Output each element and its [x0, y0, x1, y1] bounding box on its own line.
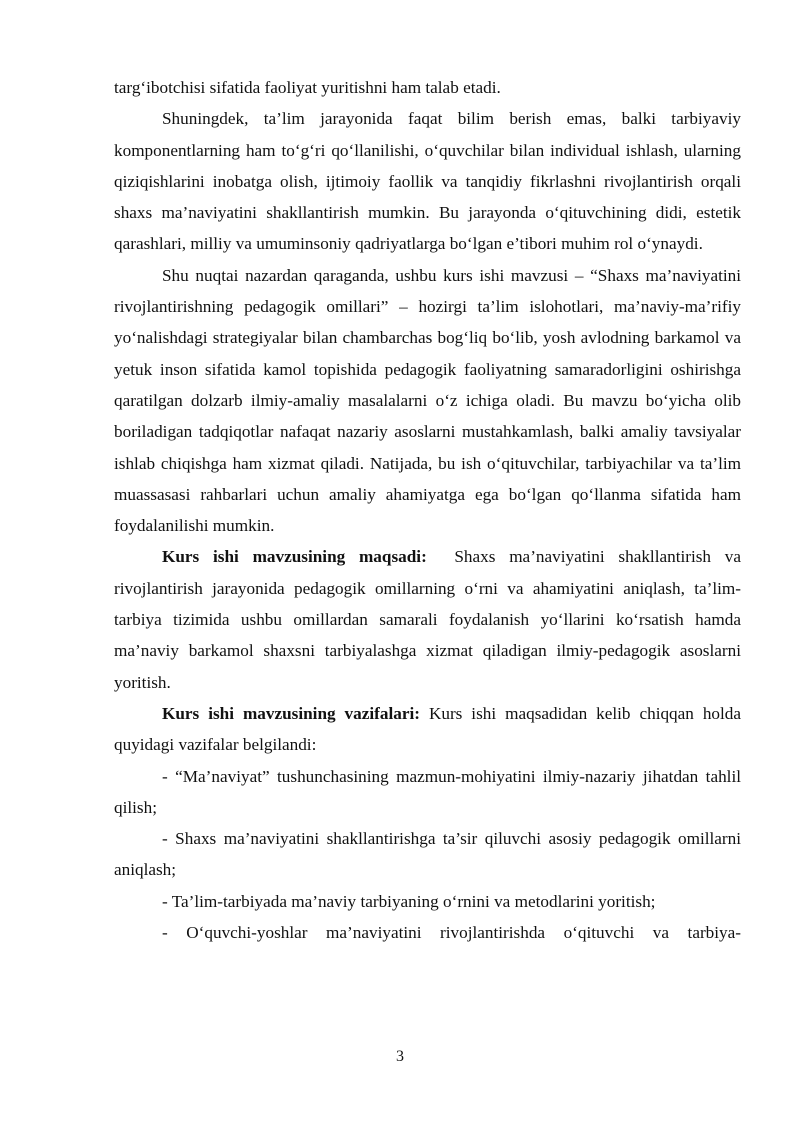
paragraph-relevance: Shu nuqtai nazardan qaraganda, ushbu kurs ishi mavzusi – “Shaxs ma’naviyatini rivojlantirishning pedagogik omillari” – hozirgi ta’lim islohotlari, ma’naviy-ma’rifiy yo‘nalishdagi strategiyalar bilan chambarchas bog‘liq bo‘lib, yosh avlodning barkamol va yetuk inson sifatida kamol topishida pedagogik faoliyatning samaradorligini oshirishga qaratilgan dolzarb ilmiy-amaliy masalalarni o‘z ichiga oladi. Bu mavzu bo‘yicha olib boriladigan tadqiqotlar nafaqat nazariy asoslarni mustahkamlash, balki amaliy tavsiyalar ishlab chiqishga ham xizmat qiladi. Natijada, bu ish o‘qituvchilar, tarbiyachilar va ta’lim muassasasi rahbarlari uchun amaliy ahamiyatga ega bo‘lgan qo‘llanma sifatida ham foydalanilishi mumkin.	[114, 265, 741, 536]
paragraph-goal	[114, 541, 741, 697]
tasks-text: Kurs ishi maqsadidan kelib chiqqan holda quyidagi vazifalar belgilandi:	[114, 703, 742, 755]
task-item-2: - Shaxs ma’naviyatini shakllantirishga ta’sir qiluvchi asosiy pedagogik omillarni aniqlash;	[114, 829, 741, 880]
page-number: 3	[396, 1048, 404, 1065]
paragraph-intro: Shuningdek, ta’lim jarayonida faqat bilim berish emas, balki tarbiyaviy komponentlarning ham to‘g‘ri qo‘llanilishi, o‘quvchilar bilan individual ishlash, ularning qiziqishlarini inobatga olish, ijtimoiy faollik va tanqidiy fikrlashni rivojlantirish orqali shaxs ma’naviyatini shakllantirish mumkin. Bu jarayonda o‘qituvchining didi, estetik qarashlari, milliy va umuminsoniy qadriyatlarga bo‘lgan e’tibori muhim rol o‘ynaydi.	[114, 109, 741, 254]
task-item-3: - Ta’lim-tarbiyada ma’naviy tarbiyaning o‘rnini va metodlarini yoritish;	[162, 891, 656, 911]
goal-heading: Kurs ishi mavzusining maqsadi:	[162, 547, 427, 567]
paragraph-tasks	[114, 698, 741, 761]
tasks-heading: Kurs ishi mavzusining vazifalari:	[162, 703, 420, 723]
task-item-1: - “Ma’naviyat” tushunchasining mazmun-mohiyatini ilmiy-nazariy jihatdan tahlil qilish;	[114, 766, 741, 817]
document-body	[114, 72, 741, 948]
task-item-4: - O‘quvchi-yoshlar ma’naviyatini rivojlantirishda o‘qituvchi va tarbiya-	[162, 923, 741, 943]
goal-text: Shaxs ma’naviyatini shakllantirish va rivojlantirish jarayonida pedagogik omillarning o‘rni va ahamiyatini aniqlash, ta’lim-tarbiya tizimida ushbu omillardan samarali foydalanish yo‘llarini ko‘rsatish hamda ma’naviy barkamol shaxsni tarbiyalashga xizmat qiladigan ilmiy-pedagogik asoslarni yoritish.	[114, 547, 742, 692]
paragraph-continuation: targ‘ibotchisi sifatida faoliyat yuritishni ham talab etadi.	[114, 78, 501, 97]
